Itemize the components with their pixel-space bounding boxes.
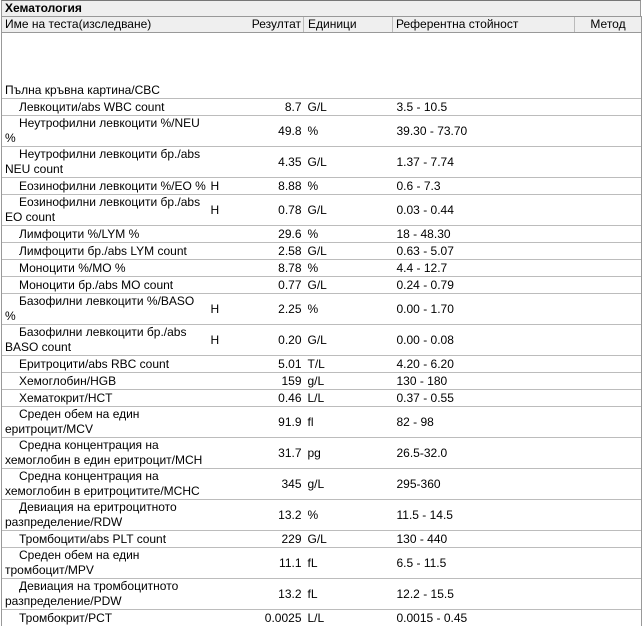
flag-cell — [211, 438, 238, 469]
flag-cell — [211, 500, 238, 531]
method-cell — [575, 294, 642, 325]
reference-cell: 4.4 - 12.7 — [393, 260, 575, 277]
table-row — [2, 178, 642, 195]
unit-cell: g/L — [304, 469, 393, 500]
table-row — [2, 147, 642, 178]
test-name-cell — [2, 356, 211, 373]
test-name-cell — [2, 325, 211, 356]
method-cell — [575, 373, 642, 390]
flag-cell: H — [211, 325, 238, 356]
reference-cell: 0.6 - 7.3 — [393, 178, 575, 195]
reference-cell: 0.24 - 0.79 — [393, 277, 575, 294]
header-result: Резултат — [238, 17, 304, 33]
reference-cell: 0.00 - 1.70 — [393, 294, 575, 325]
test-name: Неутрофилни левкоцити бр./abs — [19, 147, 201, 161]
test-name-cell — [2, 610, 211, 627]
test-name: Моноцити %/MO % — [19, 260, 126, 275]
flag-cell — [211, 548, 238, 579]
test-name: Средна концентрация на — [19, 469, 159, 483]
result-cell: 8.78 — [238, 260, 304, 277]
test-name-cell — [2, 243, 211, 260]
test-name-continuation: разпределение/RDW — [5, 515, 123, 529]
unit-cell: G/L — [304, 195, 393, 226]
unit-cell: % — [304, 116, 393, 147]
flag-cell — [211, 610, 238, 627]
test-name: Левкоцити/abs WBC count — [19, 99, 165, 114]
reference-cell: 0.00 - 0.08 — [393, 325, 575, 356]
test-name-cell — [2, 548, 211, 579]
test-name-cell — [2, 294, 211, 325]
reference-cell: 3.5 - 10.5 — [393, 99, 575, 116]
test-name: Среден обем на един — [19, 548, 140, 562]
test-name-cell — [2, 407, 211, 438]
test-name: Базофилни левкоцити бр./abs — [19, 325, 187, 339]
header-method: Метод — [575, 17, 642, 33]
flag-cell — [211, 356, 238, 373]
test-name: Хематокрит/HCT — [19, 390, 113, 405]
reference-cell: 295-360 — [393, 469, 575, 500]
unit-cell: % — [304, 500, 393, 531]
unit-cell: G/L — [304, 147, 393, 178]
table-row — [2, 579, 642, 610]
table-row — [2, 260, 642, 277]
test-name-continuation: тромбоцит/MPV — [5, 563, 94, 577]
method-cell — [575, 260, 642, 277]
flag-cell — [211, 390, 238, 407]
flag-cell — [211, 373, 238, 390]
reference-cell: 39.30 - 73.70 — [393, 116, 575, 147]
test-name: Средна концентрация на — [19, 438, 159, 452]
reference-cell: 82 - 98 — [393, 407, 575, 438]
flag-cell — [211, 579, 238, 610]
test-name-cell — [2, 531, 211, 548]
method-cell — [575, 226, 642, 243]
method-cell — [575, 610, 642, 627]
table-row — [2, 390, 642, 407]
test-name-continuation: разпределение/PDW — [5, 594, 122, 608]
table-row — [2, 548, 642, 579]
test-name-continuation: EO count — [5, 210, 56, 224]
reference-cell: 0.37 - 0.55 — [393, 390, 575, 407]
unit-cell: fL — [304, 579, 393, 610]
flag-cell — [211, 469, 238, 500]
result-cell: 2.25 — [238, 294, 304, 325]
test-name: Тромбокрит/PCT — [19, 610, 113, 625]
test-name-cell — [2, 469, 211, 500]
method-cell — [575, 99, 642, 116]
flag-cell: H — [211, 178, 238, 195]
flag-cell: H — [211, 195, 238, 226]
unit-cell: L/L — [304, 390, 393, 407]
table-header-row — [2, 17, 642, 33]
table-row — [2, 469, 642, 500]
method-cell — [575, 548, 642, 579]
test-name: Среден обем на един — [19, 407, 140, 421]
test-name-continuation: % — [5, 131, 16, 145]
test-name-cell — [2, 147, 211, 178]
flag-cell — [211, 243, 238, 260]
method-cell — [575, 325, 642, 356]
flag-cell — [211, 99, 238, 116]
group-row — [2, 33, 642, 99]
table-row — [2, 438, 642, 469]
test-name-cell — [2, 260, 211, 277]
table-row — [2, 277, 642, 294]
test-name: Лимфоцити бр./abs LYM count — [19, 243, 187, 258]
test-name-cell — [2, 277, 211, 294]
result-cell: 13.2 — [238, 579, 304, 610]
test-name-continuation: BASO count — [5, 340, 72, 354]
method-cell — [575, 579, 642, 610]
table-row — [2, 610, 642, 627]
table-row — [2, 195, 642, 226]
result-cell: 13.2 — [238, 500, 304, 531]
reference-cell: 26.5-32.0 — [393, 438, 575, 469]
test-name-cell — [2, 116, 211, 147]
unit-cell: G/L — [304, 243, 393, 260]
flag-cell — [211, 116, 238, 147]
method-cell — [575, 469, 642, 500]
reference-cell: 1.37 - 7.74 — [393, 147, 575, 178]
header-reference: Референтна стойност — [393, 17, 575, 33]
test-name-cell — [2, 99, 211, 116]
test-name-cell — [2, 500, 211, 531]
unit-cell: % — [304, 178, 393, 195]
result-cell: 49.8 — [238, 116, 304, 147]
table-row — [2, 407, 642, 438]
test-name-cell — [2, 438, 211, 469]
result-cell: 8.7 — [238, 99, 304, 116]
reference-cell: 0.0015 - 0.45 — [393, 610, 575, 627]
reference-cell: 6.5 - 11.5 — [393, 548, 575, 579]
table-row — [2, 325, 642, 356]
method-cell — [575, 500, 642, 531]
reference-cell: 130 - 440 — [393, 531, 575, 548]
unit-cell: fl — [304, 407, 393, 438]
table-row — [2, 243, 642, 260]
test-name-cell — [2, 178, 211, 195]
table-row — [2, 531, 642, 548]
method-cell — [575, 243, 642, 260]
flag-cell — [211, 260, 238, 277]
flag-cell — [211, 147, 238, 178]
reference-cell: 12.2 - 15.5 — [393, 579, 575, 610]
method-cell — [575, 407, 642, 438]
unit-cell: G/L — [304, 277, 393, 294]
flag-cell — [211, 277, 238, 294]
unit-cell: G/L — [304, 325, 393, 356]
unit-cell: % — [304, 260, 393, 277]
lab-report — [1, 0, 641, 626]
test-name: Базофилни левкоцити %/BASO — [19, 294, 195, 308]
result-cell: 0.20 — [238, 325, 304, 356]
result-cell: 0.78 — [238, 195, 304, 226]
method-cell — [575, 531, 642, 548]
method-cell — [575, 356, 642, 373]
test-name: Девиация на еритроцитното — [19, 500, 177, 514]
test-name: Еозинофилни левкоцити %/EO % — [19, 178, 206, 193]
flag-cell — [211, 531, 238, 548]
unit-cell: T/L — [304, 356, 393, 373]
result-cell: 0.46 — [238, 390, 304, 407]
table-row — [2, 116, 642, 147]
test-name: Тромбоцити/abs PLT count — [19, 531, 167, 546]
test-name-continuation: % — [5, 309, 16, 323]
method-cell — [575, 195, 642, 226]
result-cell: 5.01 — [238, 356, 304, 373]
result-cell: 4.35 — [238, 147, 304, 178]
test-name-continuation: еритроцит/MCV — [5, 422, 93, 436]
table-row — [2, 356, 642, 373]
section-title: Хематология — [1, 0, 641, 16]
unit-cell: G/L — [304, 99, 393, 116]
test-name: Девиация на тромбоцитното — [19, 579, 179, 593]
test-name: Лимфоцити %/LYM % — [19, 226, 140, 241]
unit-cell: % — [304, 294, 393, 325]
result-cell: 229 — [238, 531, 304, 548]
result-cell: 91.9 — [238, 407, 304, 438]
table-row — [2, 226, 642, 243]
result-cell: 31.7 — [238, 438, 304, 469]
unit-cell: g/L — [304, 373, 393, 390]
flag-cell — [211, 407, 238, 438]
unit-cell: L/L — [304, 610, 393, 627]
test-name-cell — [2, 579, 211, 610]
method-cell — [575, 116, 642, 147]
reference-cell: 0.03 - 0.44 — [393, 195, 575, 226]
result-cell: 0.77 — [238, 277, 304, 294]
test-name: Еозинофилни левкоцити бр./abs — [19, 195, 201, 209]
header-units: Единици — [304, 17, 393, 33]
method-cell — [575, 277, 642, 294]
test-name-continuation: хемоглобин в еритроцитите/MCHC — [5, 484, 200, 498]
method-cell — [575, 390, 642, 407]
table-row — [2, 500, 642, 531]
result-cell: 0.0025 — [238, 610, 304, 627]
result-cell: 29.6 — [238, 226, 304, 243]
test-name-cell — [2, 373, 211, 390]
reference-cell: 130 - 180 — [393, 373, 575, 390]
reference-cell: 18 - 48.30 — [393, 226, 575, 243]
result-cell: 11.1 — [238, 548, 304, 579]
unit-cell: fL — [304, 548, 393, 579]
result-cell: 8.88 — [238, 178, 304, 195]
test-name: Моноцити бр./abs MO count — [19, 277, 174, 292]
results-table — [1, 16, 642, 626]
test-name: Неутрофилни левкоцити %/NEU — [19, 116, 200, 130]
reference-cell: 4.20 - 6.20 — [393, 356, 575, 373]
table-row — [2, 373, 642, 390]
unit-cell: G/L — [304, 531, 393, 548]
unit-cell: pg — [304, 438, 393, 469]
test-name: Хемоглобин/HGB — [19, 373, 117, 388]
result-cell: 345 — [238, 469, 304, 500]
test-name-cell — [2, 390, 211, 407]
reference-cell: 11.5 - 14.5 — [393, 500, 575, 531]
test-name: Еритроцити/abs RBC count — [19, 356, 170, 371]
flag-cell: H — [211, 294, 238, 325]
group-label: Пълна кръвна картина/CBC — [2, 33, 642, 99]
table-row — [2, 99, 642, 116]
test-name-continuation: NEU count — [5, 162, 64, 176]
result-cell: 159 — [238, 373, 304, 390]
result-cell: 2.58 — [238, 243, 304, 260]
unit-cell: % — [304, 226, 393, 243]
flag-cell — [211, 226, 238, 243]
method-cell — [575, 178, 642, 195]
method-cell — [575, 147, 642, 178]
reference-cell: 0.63 - 5.07 — [393, 243, 575, 260]
header-test-name: Име на теста(изследване) — [2, 17, 238, 33]
test-name-continuation: хемоглобин в един еритроцит/MCH — [5, 453, 203, 467]
method-cell — [575, 438, 642, 469]
test-name-cell — [2, 226, 211, 243]
table-row — [2, 294, 642, 325]
test-name-cell — [2, 195, 211, 226]
